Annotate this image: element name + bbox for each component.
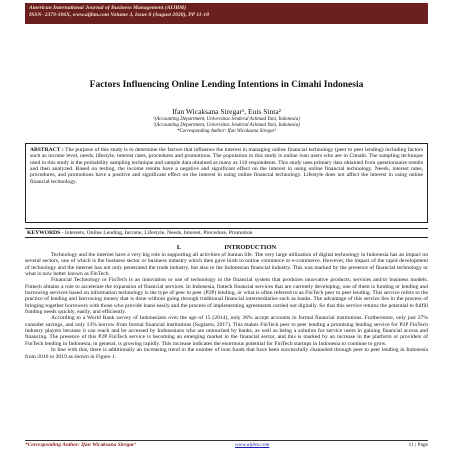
paragraph: Technology and the internet have a very big role in supporting all activities of human life. The very large utilization of digital technology in Indonesia has an impact on several sectors, one of which is the business sector or business industry which then gave birth to online commerce or e-commerce. However, the impact of the rapid development of technology and the internet has not only penetrated the trade industry, but also to the Indonesian financial industry. This was marked by the presence of financial technology or what is now better known as FinTech. xyxy=(25,252,428,278)
paragraph: Financial Technology or FinTech is an innovation or use of technology in the financial system that produces innovative products, services and/or business models. Fintech obtains a role to accelerate the expansion of financial services. In Indonesia, fintech financial services that are currently developing, one of them is funding or lending and borrowing services based on information technology is the type of peer to peer (P2P) lending, or what is often referred to as FinTech peer to peer lending. This service refers to the practice of lending and borrowing money that is done without going through traditional financial intermediaries such as banks. The advantage of this service lies in the process of bringing together borrowers with those who provide loans easily and the process of implementing agreements carried out digitally. So that this service returns the potential to fulfill funding needs quickly, easily, and efficiently. xyxy=(25,277,428,316)
abstract-label: ABSTRACT : xyxy=(30,147,64,153)
keywords-line xyxy=(25,228,428,238)
introduction-body xyxy=(25,252,428,437)
footer-site-link[interactable]: www.aijbm.com xyxy=(235,442,270,448)
author-list: Ifan Wicaksana Siregar¹, Euis Sinta² xyxy=(172,107,281,116)
paragraph: According to a World Bank survey of Indonesians over the age of 15 (2014), only 36% accept accounts in formal financial institutions. Furthermore, only just 27% consider savings, and only 13% borrow from formal financial institutions (Sugiarto, 2017). This makes FinTech peer to peer lending a promising lending service for P2P FinTech industry players because it can reach and be accessed by Indonesians who are untouched by banks, as well as being a solution for service users in gaining financial access and financing. The presence of this P2P FinTech service is becoming an emerging market in the financial sector, and this is marked by an increase in the platform or providers of FinTech lending in Indonesia, in general, is growing rapidly. This increase indicates the enormous potential for FinTech startups in Indonesia to continue to grow. xyxy=(25,315,428,347)
section-heading xyxy=(25,244,428,252)
page-footer xyxy=(25,440,428,451)
paper-title: Factors Influencing Online Lending Intentions in Cimahi Indonesia xyxy=(89,80,364,90)
footer-author: *Corresponding Author: Ifan Wicaksana Siregar¹ xyxy=(25,442,136,448)
keywords-label: KEYWORDS xyxy=(27,230,61,236)
affiliations xyxy=(25,117,428,136)
affiliation-2: ²(Accounting Department, Universitas Jenderal Achmad Yani, Indonesia) xyxy=(153,123,300,129)
section-number: I. xyxy=(176,244,181,251)
journal-issue: ISSN- 2379-106X, www.aijbm.com Volume 3, Issue 8 (August 2020), PP 11-18 xyxy=(29,12,210,18)
journal-banner xyxy=(25,3,428,24)
keywords-text: - Interests, Online Lending, Income, Lifestyle, Needs, Interest, Procedure, Promotion xyxy=(60,230,253,236)
journal-name: American International Journal of Business Management (AIJBM) xyxy=(29,5,186,11)
section-title: INTRODUCTION xyxy=(224,244,277,251)
paragraph: In line with this, there is additionally an increasing trend in the number of loan funds that have been successfully channeled through peer to peer lending in Indonesia from 2016 to 2019 as shown in Figure 1. xyxy=(25,347,428,360)
abstract-text: The purpose of this study is to determine the factors that influence the interest in managing online financial technology (peer to peer lending) including factors such as income level, needs, lifestyle, interest rates, procedures and promotions. The population in this study is online loan users who are in Cimahi. The sampling technique used in this study is the probability sampling technique and sample data obtained as many as 110 respondents. This study uses primary data obtained from questionnaire results and then analyzed. Based on testing, the income results have a negative and significant effect on the interest in using online financial technology. Needs, interest rates, procedures, and promotions have a positive and significant effect on the interest in using online financial technology. Lifestyle does not affect the interest in using online financial technology. xyxy=(30,147,423,185)
affiliation-1: ¹(Accounting Department, Universitas Jenderal Achmad Yani, Indonesia) xyxy=(153,117,300,122)
page-number: 11 | Page xyxy=(408,442,428,448)
corresponding-author: *Corresponding Author: Ifan Wicaksana Siregar¹ xyxy=(176,129,277,135)
abstract-box xyxy=(25,143,428,223)
